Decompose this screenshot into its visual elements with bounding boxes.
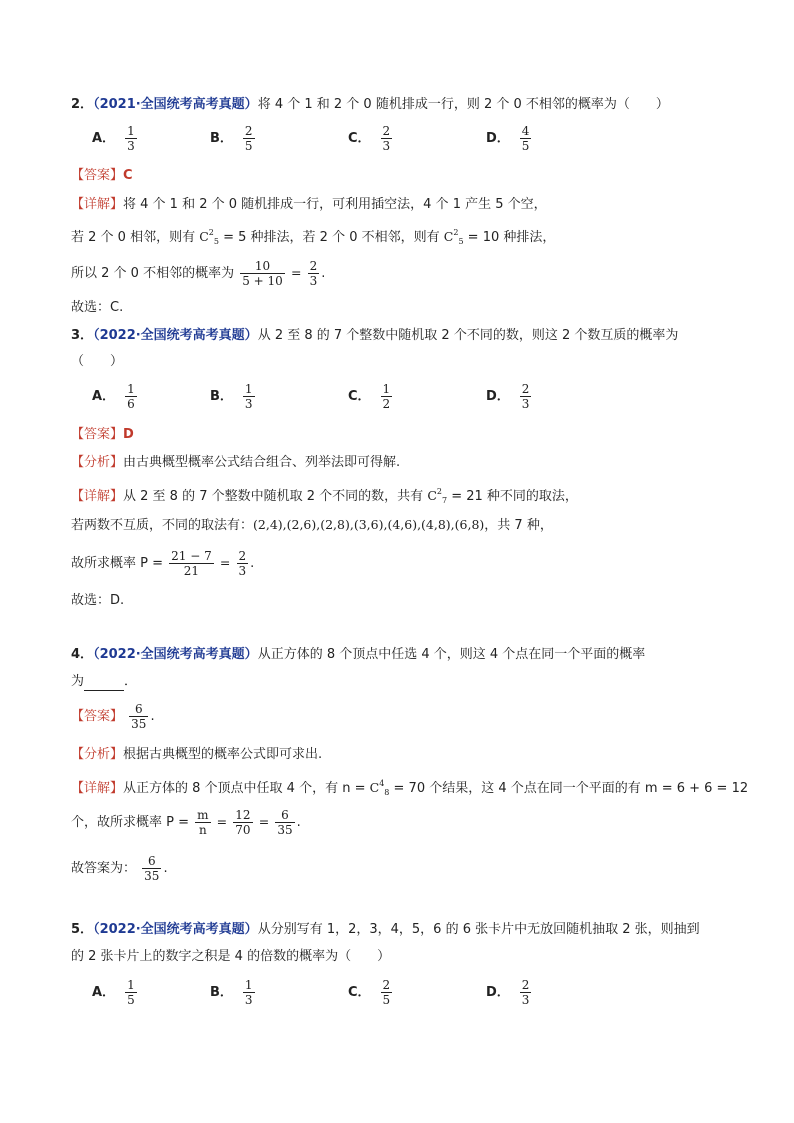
- q5-option-c: C． $\frac{2}{5}$: [348, 978, 391, 1007]
- q4-final-answer: 故答案为： $\frac{6}{35}$ .: [71, 854, 168, 883]
- q2-option-c: C． $\frac{2}{3}$: [348, 124, 391, 153]
- q5-stem-2: 的 2 张卡片上的数字之积是 4 的倍数的概率为（ ）: [71, 949, 391, 964]
- q2-combo-c52: $C^2_5$: [199, 228, 219, 246]
- q3-pairs: (2,4),(2,6),(2,8),(3,6),(4,6),(4,8),(6,8): [253, 517, 485, 532]
- q3-detail-2: 若两数不互质，不同的取法有：(2,4),(2,6),(2,8),(3,6),(4,6),(4,8),(6,8)，共 7 种，: [71, 517, 553, 533]
- q5-stem-1: 5．（2022·全国统考高考真题）从分别写有 1，2，3，4，5，6 的 6 张卡片中无放回随机抽取 2 张，则抽到: [71, 922, 700, 937]
- q3-conclusion: 故选：D.: [71, 593, 125, 608]
- q2-stem-text: 将 4 个 1 和 2 个 0 随机排成一行，则 2 个 0 不相邻的概率为（ ）: [257, 97, 669, 112]
- q4-answer: 【答案】 $\frac{6}{35}$ .: [71, 702, 155, 731]
- q2-detail-3: 所以 2 个 0 不相邻的概率为 $\frac{10}{5 + 10}$ = $\frac{2}{3}$ .: [71, 259, 326, 288]
- q3-stem-2: （ ）: [71, 354, 124, 369]
- q4-analysis: 【分析】根据古典概型的概率公式即可求出.: [71, 747, 323, 762]
- q2-combo-c52b: $C^2_5$: [443, 228, 464, 246]
- q4-source: （2022·全国统考高考真题）: [93, 647, 258, 662]
- q2-answer: 【答案】C: [71, 168, 133, 183]
- q3-source: （2022·全国统考高考真题）: [93, 328, 258, 343]
- q3-option-b: B． $\frac{1}{3}$: [210, 382, 253, 411]
- q2-source: （2021·全国统考高考真题）: [93, 97, 258, 112]
- q2-option-a: A． $\frac{1}{3}$: [92, 124, 135, 153]
- q3-stem-1: 3．（2022·全国统考高考真题）从 2 至 8 的 7 个整数中随机取 2 个不同的数，则这 2 个数互质的概率为: [71, 328, 679, 343]
- q3-analysis: 【分析】由古典概型概率公式结合组合、列举法即可得解.: [71, 455, 401, 470]
- q2-conclusion: 故选：C.: [71, 300, 124, 315]
- q3-detail-1: 【详解】从 2 至 8 的 7 个整数中随机取 2 个不同的数，共有 $C^2_7 = 21$ 种不同的取法，: [71, 487, 578, 505]
- q5-option-a: A． $\frac{1}{5}$: [92, 978, 135, 1007]
- q5-source: （2022·全国统考高考真题）: [93, 922, 258, 937]
- q2-option-b: B． $\frac{2}{5}$: [210, 124, 253, 153]
- q2-stem: 2．（2021·全国统考高考真题）将 4 个 1 和 2 个 0 随机排成一行，则 2 个 0 不相邻的概率为（ ）: [71, 97, 669, 112]
- q3-combo-c72: $C^2_7$: [427, 487, 448, 505]
- q3-detail-3: 故所求概率 P = $\frac{21 - 7}{21}$ = $\frac{2}{3}$ .: [71, 549, 255, 578]
- q2-option-d: D． $\frac{4}{5}$: [486, 124, 530, 153]
- q5-option-b: B． $\frac{1}{3}$: [210, 978, 253, 1007]
- q2-detail-1: 【详解】将 4 个 1 和 2 个 0 随机排成一行，可利用插空法，4 个 1 产生 5 个空，: [71, 197, 547, 212]
- q3-answer: 【答案】D: [71, 427, 134, 442]
- q5-option-d: D． $\frac{2}{3}$: [486, 978, 530, 1007]
- q4-detail-2: 个，故所求概率 P = $\frac{m}{n}$ = $\frac{12}{70}$ = $\frac{6}{35}$ .: [71, 808, 301, 837]
- q2-number: 2: [71, 97, 81, 112]
- q4-answer-blank: [84, 676, 124, 691]
- q3-option-c: C． $\frac{1}{2}$: [348, 382, 391, 411]
- q3-option-d: D． $\frac{2}{3}$: [486, 382, 530, 411]
- q3-option-a: A． $\frac{1}{6}$: [92, 382, 135, 411]
- q4-combo-c84: $C^4_8$: [369, 779, 390, 797]
- q2-detail-2: 若 2 个 0 相邻，则有 $C^2_5 = 5$ 种排法，若 2 个 0 不相邻，则有 $C^2_5 = 10$ 种排法，: [71, 228, 556, 246]
- q4-stem-1: 4．（2022·全国统考高考真题）从正方体的 8 个顶点中任选 4 个，则这 4 个点在同一个平面的概率: [71, 647, 646, 662]
- q4-stem-2: 为 ．: [71, 674, 138, 689]
- q4-detail-1: 【详解】从正方体的 8 个顶点中任取 4 个，有 $n = C^4_8 = 70$ 个结果，这 4 个点在同一个平面的有 m = 6 + 6 = 12: [71, 779, 749, 797]
